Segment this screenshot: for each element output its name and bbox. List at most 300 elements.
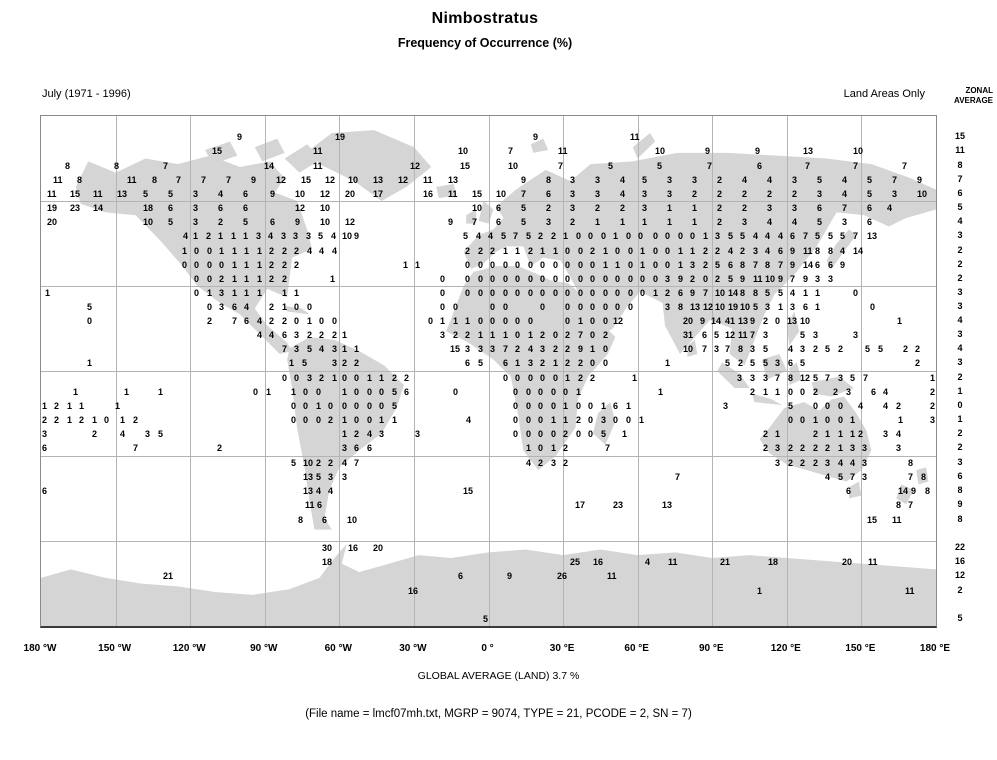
grid-frequency-value: 7 bbox=[725, 344, 731, 354]
grid-frequency-value: 2 bbox=[590, 373, 596, 383]
grid-frequency-value: 4 bbox=[840, 246, 846, 256]
grid-frequency-value: 13 bbox=[738, 316, 749, 326]
grid-frequency-value: 5 bbox=[867, 189, 873, 199]
grid-frequency-value: 0 bbox=[690, 231, 696, 241]
grid-frequency-value: 0 bbox=[513, 415, 519, 425]
grid-frequency-value: 6 bbox=[322, 515, 328, 525]
grid-frequency-value: 5 bbox=[657, 161, 663, 171]
grid-frequency-value: 2 bbox=[307, 330, 313, 340]
grid-frequency-value: 3 bbox=[850, 443, 856, 453]
grid-frequency-value: 1 bbox=[244, 246, 250, 256]
grid-frequency-value: 0 bbox=[590, 358, 596, 368]
grid-frequency-value: 3 bbox=[825, 458, 831, 468]
zonal-average-value: 3 bbox=[957, 329, 963, 339]
file-info-label: (File name = lmcf07mh.txt, MGRP = 9074, TYPE = 21, PCODE = 2, SN = 7) bbox=[305, 708, 692, 720]
grid-frequency-value: 15 bbox=[301, 175, 312, 185]
grid-frequency-value: 0 bbox=[838, 415, 844, 425]
grid-frequency-value: 2 bbox=[528, 246, 534, 256]
grid-frequency-value: 5 bbox=[763, 358, 769, 368]
grid-frequency-value: 2 bbox=[218, 217, 224, 227]
grid-frequency-value: 13 bbox=[690, 302, 701, 312]
grid-frequency-value: 3 bbox=[838, 373, 844, 383]
grid-frequency-value: 13 bbox=[303, 486, 314, 496]
grid-frequency-value: 11 bbox=[423, 175, 433, 185]
grid-frequency-value: 9 bbox=[700, 316, 706, 326]
grid-frequency-value: 0 bbox=[590, 260, 596, 270]
grid-frequency-value: 1 bbox=[367, 373, 373, 383]
longitude-tick-label: 120 °W bbox=[172, 643, 206, 654]
grid-frequency-value: 2 bbox=[217, 443, 223, 453]
grid-frequency-value: 4 bbox=[767, 175, 773, 185]
grid-frequency-value: 0 bbox=[551, 387, 557, 397]
grid-frequency-value: 30 bbox=[322, 543, 333, 553]
grid-frequency-value: 15 bbox=[70, 189, 81, 199]
grid-frequency-value: 11 bbox=[47, 189, 57, 199]
grid-frequency-value: 0 bbox=[626, 415, 632, 425]
grid-frequency-value: 0 bbox=[465, 260, 471, 270]
grid-frequency-value: 6 bbox=[465, 358, 471, 368]
grid-frequency-value: 5 bbox=[87, 302, 93, 312]
grid-frequency-value: 0 bbox=[540, 288, 546, 298]
grid-frequency-value: 1 bbox=[232, 260, 238, 270]
grid-frequency-value: 2 bbox=[392, 373, 398, 383]
grid-frequency-value: 10 bbox=[496, 189, 507, 199]
zonal-average-value: 1 bbox=[957, 414, 963, 424]
grid-frequency-value: 17 bbox=[575, 500, 586, 510]
grid-frequency-value: 3 bbox=[145, 429, 151, 439]
grid-frequency-value: 0 bbox=[294, 316, 300, 326]
grid-frequency-value: 5 bbox=[753, 302, 759, 312]
grid-frequency-value: 8 bbox=[765, 260, 771, 270]
grid-frequency-value: 1 bbox=[626, 401, 632, 411]
grid-frequency-value: 7 bbox=[503, 344, 509, 354]
grid-frequency-value: 7 bbox=[908, 472, 914, 482]
grid-frequency-value: 3 bbox=[775, 458, 781, 468]
grid-frequency-value: 1 bbox=[67, 401, 73, 411]
zonal-average-value: 2 bbox=[957, 372, 963, 382]
grid-frequency-value: 10 bbox=[917, 189, 928, 199]
grid-frequency-value: 0 bbox=[603, 274, 609, 284]
grid-frequency-value: 8 bbox=[740, 288, 746, 298]
grid-frequency-value: 2 bbox=[54, 401, 60, 411]
grid-frequency-value: 1 bbox=[757, 586, 763, 596]
page-title: Nimbostratus bbox=[431, 10, 539, 27]
grid-frequency-value: 1 bbox=[690, 246, 696, 256]
grid-frequency-value: 2 bbox=[563, 458, 569, 468]
grid-frequency-value: 2 bbox=[800, 458, 806, 468]
grid-frequency-value: 4 bbox=[342, 458, 348, 468]
grid-frequency-value: 0 bbox=[294, 302, 300, 312]
grid-frequency-value: 0 bbox=[503, 373, 509, 383]
grid-frequency-value: 1 bbox=[603, 260, 609, 270]
grid-frequency-value: 0 bbox=[528, 288, 534, 298]
grid-frequency-value: 4 bbox=[218, 189, 224, 199]
grid-frequency-value: 9 bbox=[790, 260, 796, 270]
grid-frequency-value: 8 bbox=[815, 246, 821, 256]
zonal-average-value: 8 bbox=[957, 160, 963, 170]
grid-frequency-value: 6 bbox=[503, 358, 509, 368]
grid-frequency-value: 3 bbox=[750, 373, 756, 383]
grid-frequency-value: 4 bbox=[120, 429, 126, 439]
grid-frequency-value: 8 bbox=[788, 373, 794, 383]
grid-frequency-value: 0 bbox=[615, 288, 621, 298]
grid-frequency-value: 1 bbox=[219, 246, 225, 256]
grid-frequency-value: 1 bbox=[232, 288, 238, 298]
grid-frequency-value: 0 bbox=[603, 288, 609, 298]
grid-frequency-value: 7 bbox=[853, 231, 859, 241]
zonal-average-value: 11 bbox=[955, 145, 965, 155]
grid-frequency-value: 6 bbox=[243, 189, 249, 199]
zonal-average-value: 2 bbox=[957, 585, 963, 595]
grid-frequency-value: 7 bbox=[521, 189, 527, 199]
longitude-tick-label: 30 °E bbox=[549, 643, 575, 654]
grid-frequency-value: 0 bbox=[870, 302, 876, 312]
grid-frequency-value: 0 bbox=[515, 288, 521, 298]
grid-frequency-value: 2 bbox=[319, 330, 325, 340]
grid-frequency-value: 0 bbox=[319, 316, 325, 326]
grid-frequency-value: 2 bbox=[540, 330, 546, 340]
grid-frequency-value: 7 bbox=[176, 175, 182, 185]
grid-frequency-value: 0 bbox=[628, 246, 634, 256]
grid-frequency-value: 2 bbox=[354, 429, 360, 439]
grid-frequency-value: 1 bbox=[553, 246, 559, 256]
grid-frequency-value: 1 bbox=[282, 288, 288, 298]
grid-frequency-value: 4 bbox=[753, 231, 759, 241]
grid-frequency-value: 1 bbox=[553, 358, 559, 368]
grid-frequency-value: 13 bbox=[373, 175, 384, 185]
grid-frequency-value: 0 bbox=[526, 415, 532, 425]
grid-frequency-value: 1 bbox=[115, 401, 121, 411]
grid-frequency-value: 3 bbox=[601, 415, 607, 425]
grid-frequency-value: 41 bbox=[725, 316, 736, 326]
grid-frequency-value: 1 bbox=[92, 415, 98, 425]
grid-frequency-value: 1 bbox=[639, 415, 645, 425]
grid-frequency-value: 2 bbox=[692, 189, 698, 199]
grid-frequency-value: 2 bbox=[788, 443, 794, 453]
grid-frequency-value: 10 bbox=[458, 146, 469, 156]
grid-frequency-value: 20 bbox=[683, 316, 694, 326]
grid-frequency-value: 21 bbox=[720, 557, 731, 567]
grid-frequency-value: 0 bbox=[590, 330, 596, 340]
grid-frequency-value: 9 bbox=[917, 175, 923, 185]
grid-frequency-value: 0 bbox=[515, 373, 521, 383]
grid-frequency-value: 0 bbox=[253, 387, 259, 397]
grid-frequency-value: 4 bbox=[883, 387, 889, 397]
grid-frequency-value: 6 bbox=[496, 203, 502, 213]
grid-frequency-value: 5 bbox=[850, 373, 856, 383]
grid-frequency-value: 0 bbox=[553, 274, 559, 284]
grid-frequency-value: 7 bbox=[850, 472, 856, 482]
grid-frequency-value: 3 bbox=[551, 458, 557, 468]
grid-frequency-value: 3 bbox=[307, 373, 313, 383]
grid-frequency-value: 6 bbox=[613, 401, 619, 411]
grid-frequency-value: 4 bbox=[883, 401, 889, 411]
grid-frequency-value: 1 bbox=[342, 387, 348, 397]
grid-frequency-value: 1 bbox=[79, 401, 85, 411]
grid-frequency-value: 16 bbox=[593, 557, 604, 567]
grid-frequency-value: 4 bbox=[367, 429, 373, 439]
grid-frequency-value: 0 bbox=[540, 302, 546, 312]
grid-frequency-value: 1 bbox=[289, 358, 295, 368]
grid-frequency-value: 2 bbox=[565, 344, 571, 354]
grid-frequency-value: 7 bbox=[892, 175, 898, 185]
grid-frequency-value: 9 bbox=[521, 175, 527, 185]
longitude-tick-label: 180 °E bbox=[919, 643, 951, 654]
zonal-average-value: 15 bbox=[954, 131, 965, 141]
grid-frequency-value: 4 bbox=[331, 231, 337, 241]
grid-frequency-value: 1 bbox=[342, 429, 348, 439]
grid-frequency-value: 9 bbox=[507, 571, 513, 581]
grid-frequency-value: 4 bbox=[269, 330, 275, 340]
grid-frequency-value: 0 bbox=[775, 316, 781, 326]
grid-frequency-value: 2 bbox=[915, 358, 921, 368]
grid-frequency-value: 5 bbox=[302, 358, 308, 368]
arctic-island bbox=[255, 139, 285, 162]
grid-frequency-value: 3 bbox=[570, 189, 576, 199]
grid-frequency-value: 0 bbox=[282, 373, 288, 383]
zonal-average-value: 4 bbox=[957, 315, 963, 325]
grid-frequency-value: 3 bbox=[792, 175, 798, 185]
grid-frequency-value: 12 bbox=[345, 217, 356, 227]
grid-frequency-value: 20 bbox=[842, 557, 853, 567]
grid-frequency-value: 0 bbox=[194, 274, 200, 284]
grid-frequency-value: 18 bbox=[143, 203, 154, 213]
grid-frequency-value: 0 bbox=[528, 260, 534, 270]
grid-frequency-value: 0 bbox=[490, 288, 496, 298]
grid-frequency-value: 3 bbox=[595, 189, 601, 199]
grid-frequency-value: 4 bbox=[788, 344, 794, 354]
grid-frequency-value: 15 bbox=[450, 344, 461, 354]
grid-frequency-value: 8 bbox=[925, 486, 931, 496]
longitude-tick-label: 60 °W bbox=[324, 643, 352, 654]
grid-frequency-value: 7 bbox=[825, 373, 831, 383]
grid-frequency-value: 0 bbox=[104, 415, 110, 425]
grid-frequency-value: 8 bbox=[77, 175, 83, 185]
grid-frequency-value: 8 bbox=[738, 344, 744, 354]
grid-frequency-value: 7 bbox=[578, 330, 584, 340]
grid-frequency-value: 2 bbox=[813, 443, 819, 453]
grid-frequency-value: 2 bbox=[316, 458, 322, 468]
grid-frequency-value: 7 bbox=[908, 500, 914, 510]
grid-frequency-value: 2 bbox=[538, 231, 544, 241]
grid-frequency-value: 1 bbox=[667, 203, 673, 213]
sumatra-landmass bbox=[717, 363, 749, 389]
grid-frequency-value: 12 bbox=[410, 161, 421, 171]
grid-frequency-value: 11 bbox=[305, 500, 315, 510]
grid-frequency-value: 2 bbox=[703, 260, 709, 270]
grid-frequency-value: 4 bbox=[778, 231, 784, 241]
grid-frequency-value: 6 bbox=[846, 486, 852, 496]
grid-frequency-value: 5 bbox=[501, 231, 507, 241]
grid-frequency-value: 1 bbox=[640, 246, 646, 256]
grid-frequency-value: 3 bbox=[342, 472, 348, 482]
grid-frequency-value: 5 bbox=[817, 217, 823, 227]
grid-frequency-value: 0 bbox=[565, 316, 571, 326]
grid-frequency-value: 9 bbox=[690, 288, 696, 298]
grid-frequency-value: 0 bbox=[490, 302, 496, 312]
longitude-tick-label: 30 °W bbox=[399, 643, 427, 654]
grid-frequency-value: 1 bbox=[440, 316, 446, 326]
grid-frequency-value: 9 bbox=[354, 231, 360, 241]
grid-frequency-value: 6 bbox=[42, 443, 48, 453]
grid-frequency-value: 0 bbox=[578, 302, 584, 312]
grid-frequency-value: 0 bbox=[615, 302, 621, 312]
grid-frequency-value: 1 bbox=[658, 387, 664, 397]
grid-frequency-value: 9 bbox=[448, 217, 454, 227]
grid-frequency-value: 16 bbox=[348, 543, 359, 553]
grid-frequency-value: 2 bbox=[538, 458, 544, 468]
grid-frequency-value: 4 bbox=[526, 458, 532, 468]
grid-frequency-value: 1 bbox=[578, 316, 584, 326]
zonal-average-value: 2 bbox=[957, 442, 963, 452]
grid-frequency-value: 5 bbox=[838, 472, 844, 482]
grid-frequency-value: 3 bbox=[219, 302, 225, 312]
grid-frequency-value: 1 bbox=[503, 330, 509, 340]
grid-frequency-value: 5 bbox=[143, 189, 149, 199]
grid-frequency-value: 11 bbox=[607, 571, 617, 581]
grid-frequency-value: 2 bbox=[565, 330, 571, 340]
grid-frequency-value: 1 bbox=[342, 415, 348, 425]
grid-frequency-value: 1 bbox=[266, 387, 272, 397]
grid-frequency-value: 2 bbox=[332, 330, 338, 340]
grid-frequency-value: 0 bbox=[565, 260, 571, 270]
grid-frequency-value: 14 bbox=[264, 161, 275, 171]
grid-frequency-value: 13 bbox=[662, 500, 673, 510]
grid-frequency-value: 1 bbox=[193, 231, 199, 241]
grid-frequency-value: 4 bbox=[328, 486, 334, 496]
grid-frequency-value: 0 bbox=[513, 387, 519, 397]
grid-frequency-value: 0 bbox=[503, 288, 509, 298]
grid-frequency-value: 2 bbox=[763, 316, 769, 326]
grid-frequency-value: 1 bbox=[595, 217, 601, 227]
grid-frequency-value: 4 bbox=[838, 458, 844, 468]
grid-frequency-value: 1 bbox=[158, 387, 164, 397]
grid-frequency-value: 0 bbox=[588, 429, 594, 439]
grid-frequency-value: 4 bbox=[257, 316, 263, 326]
grid-frequency-value: 1 bbox=[42, 401, 48, 411]
grid-frequency-value: 14 bbox=[803, 260, 814, 270]
grid-frequency-value: 2 bbox=[465, 246, 471, 256]
grid-frequency-value: 1 bbox=[775, 387, 781, 397]
grid-frequency-value: 3 bbox=[862, 472, 868, 482]
grid-frequency-value: 10 bbox=[683, 344, 694, 354]
grid-frequency-value: 3 bbox=[883, 429, 889, 439]
grid-frequency-value: 0 bbox=[490, 316, 496, 326]
grid-frequency-value: 9 bbox=[750, 316, 756, 326]
grid-frequency-value: 8 bbox=[65, 161, 71, 171]
grid-frequency-value: 7 bbox=[775, 373, 781, 383]
grid-frequency-value: 5 bbox=[608, 161, 614, 171]
grid-frequency-value: 0 bbox=[182, 260, 188, 270]
grid-frequency-value: 2 bbox=[896, 401, 902, 411]
zonal-average-value: 0 bbox=[957, 400, 963, 410]
grid-frequency-value: 5 bbox=[521, 217, 527, 227]
grid-frequency-value: 0 bbox=[540, 373, 546, 383]
grid-frequency-value: 4 bbox=[620, 175, 626, 185]
grid-frequency-value: 6 bbox=[244, 316, 250, 326]
grid-frequency-value: 6 bbox=[367, 443, 373, 453]
grid-frequency-value: 0 bbox=[367, 415, 373, 425]
grid-frequency-value: 14 bbox=[898, 486, 909, 496]
grid-frequency-value: 0 bbox=[478, 260, 484, 270]
grid-frequency-value: 19 bbox=[47, 203, 58, 213]
grid-frequency-value: 0 bbox=[576, 401, 582, 411]
grid-frequency-value: 2 bbox=[563, 443, 569, 453]
grid-frequency-value: 0 bbox=[478, 274, 484, 284]
grid-frequency-value: 1 bbox=[678, 246, 684, 256]
grid-frequency-value: 0 bbox=[515, 274, 521, 284]
grid-frequency-value: 5 bbox=[828, 231, 834, 241]
grid-frequency-value: 3 bbox=[842, 217, 848, 227]
zonal-average-value: 8 bbox=[957, 514, 963, 524]
grid-frequency-value: 1 bbox=[45, 288, 51, 298]
grid-frequency-value: 3 bbox=[379, 429, 385, 439]
grid-frequency-value: 3 bbox=[42, 429, 48, 439]
zonal-average-value: 4 bbox=[957, 216, 963, 226]
grid-frequency-value: 0 bbox=[342, 401, 348, 411]
grid-frequency-value: 9 bbox=[778, 274, 784, 284]
grid-frequency-value: 0 bbox=[551, 401, 557, 411]
grid-frequency-value: 9 bbox=[678, 274, 684, 284]
grid-frequency-value: 5 bbox=[526, 231, 532, 241]
grid-frequency-value: 11 bbox=[892, 515, 902, 525]
grid-frequency-value: 7 bbox=[702, 344, 708, 354]
grid-frequency-value: 1 bbox=[244, 260, 250, 270]
grid-frequency-value: 2 bbox=[282, 260, 288, 270]
grid-frequency-value: 11 bbox=[448, 189, 458, 199]
grid-frequency-value: 0 bbox=[526, 401, 532, 411]
zonal-average-value: 1 bbox=[957, 386, 963, 396]
grid-frequency-value: 1 bbox=[244, 274, 250, 284]
grid-frequency-value: 20 bbox=[373, 543, 384, 553]
grid-frequency-value: 1 bbox=[232, 274, 238, 284]
grid-frequency-value: 3 bbox=[293, 231, 299, 241]
grid-frequency-value: 0 bbox=[653, 274, 659, 284]
grid-frequency-value: 7 bbox=[472, 217, 478, 227]
grid-frequency-value: 0 bbox=[838, 401, 844, 411]
map-plot-area bbox=[40, 115, 937, 628]
grid-frequency-value: 4 bbox=[842, 189, 848, 199]
grid-frequency-value: 21 bbox=[163, 571, 174, 581]
grid-frequency-value: 4 bbox=[257, 330, 263, 340]
grid-frequency-value: 12 bbox=[398, 175, 409, 185]
grid-frequency-value: 9 bbox=[705, 146, 711, 156]
grid-frequency-value: 5 bbox=[878, 344, 884, 354]
grid-frequency-value: 1 bbox=[515, 246, 521, 256]
grid-frequency-value: 11 bbox=[738, 330, 748, 340]
grid-frequency-value: 10 bbox=[508, 161, 519, 171]
grid-frequency-value: 0 bbox=[565, 302, 571, 312]
grid-frequency-value: 1 bbox=[603, 246, 609, 256]
grid-frequency-value: 9 bbox=[755, 146, 761, 156]
grid-frequency-value: 19 bbox=[335, 132, 346, 142]
grid-frequency-value: 0 bbox=[379, 401, 385, 411]
grid-frequency-value: 0 bbox=[332, 316, 338, 326]
grid-frequency-value: 0 bbox=[678, 231, 684, 241]
grid-frequency-value: 3 bbox=[595, 175, 601, 185]
grid-frequency-value: 3 bbox=[478, 344, 484, 354]
grid-frequency-value: 2 bbox=[404, 373, 410, 383]
grid-frequency-value: 13 bbox=[117, 189, 128, 199]
grid-frequency-value: 3 bbox=[570, 203, 576, 213]
grid-frequency-value: 2 bbox=[478, 246, 484, 256]
grid-frequency-value: 0 bbox=[590, 302, 596, 312]
grid-frequency-value: 4 bbox=[319, 246, 325, 256]
grid-frequency-value: 10 bbox=[715, 302, 726, 312]
grid-frequency-value: 5 bbox=[750, 358, 756, 368]
grid-frequency-value: 2 bbox=[269, 302, 275, 312]
grid-frequency-value: 2 bbox=[570, 217, 576, 227]
